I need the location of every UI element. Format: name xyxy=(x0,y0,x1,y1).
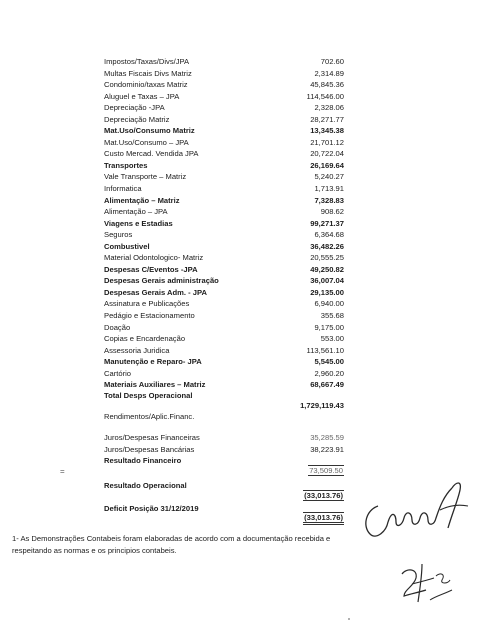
table-row xyxy=(104,137,344,149)
resultado-operacional-value: (33,013.76) xyxy=(304,491,343,500)
row-value: 702.60 xyxy=(320,57,344,66)
row-value: 2,314.89 xyxy=(314,68,344,78)
table-row xyxy=(104,148,344,160)
table-row xyxy=(104,79,344,91)
row-label: Manutenção e Reparo- JPA xyxy=(104,357,202,367)
row-value: 6,940.00 xyxy=(314,299,344,309)
total-desps-label: Total Desps Operacional xyxy=(104,391,193,400)
table-row xyxy=(104,345,344,357)
row-label: Despesas Gerais Adm. - JPA xyxy=(104,287,207,297)
row-label: Impostos/Taxas/Divs/JPA xyxy=(104,57,190,66)
row-label: Mat.Uso/Consumo – JPA xyxy=(104,137,189,147)
table-row xyxy=(104,368,344,380)
row-label: Despesas Gerais administração xyxy=(104,276,219,286)
row-label: Cartório xyxy=(104,368,132,378)
row-label: Alimentação – JPA xyxy=(104,207,168,217)
row-label: Multas Fiscais Divs Matriz xyxy=(104,68,192,78)
row-label: Material Odontologico- Matriz xyxy=(104,253,204,263)
juros-bancarias-label: Juros/Despesas Bancárias xyxy=(104,445,195,454)
table-row xyxy=(104,241,344,253)
row-value: 6,364.68 xyxy=(314,230,344,240)
table-row xyxy=(104,218,344,230)
row-value: 45,845.36 xyxy=(310,80,344,90)
table-row xyxy=(104,379,344,391)
row-label: Transportes xyxy=(104,160,148,170)
row-value: 1,713.91 xyxy=(314,184,344,194)
row-value: 114,546.00 xyxy=(306,91,344,101)
row-value: 553.00 xyxy=(320,334,344,344)
equals-marker: = xyxy=(60,467,65,476)
initials-drawing xyxy=(396,560,466,614)
row-value: 113,561.10 xyxy=(306,345,344,355)
row-label: Copias e Encardenação xyxy=(104,334,186,344)
table-row xyxy=(104,171,344,183)
table-row xyxy=(104,264,344,276)
deficit-value: (33,013.76) xyxy=(262,513,344,522)
row-value: 13,345.38 xyxy=(310,126,344,136)
row-label: Custo Mercad. Vendida JPA xyxy=(104,149,199,159)
scan-speck xyxy=(348,618,350,620)
row-label: Mat.Uso/Consumo Matriz xyxy=(104,126,195,136)
expense-table xyxy=(104,56,344,391)
footnote: 1- As Demonstrações Contabeis foram elaboradas de acordo com a documentação recebida e respeitando as normas e os principios contabeis. xyxy=(12,534,331,555)
table-row xyxy=(104,114,344,126)
row-value: 29,135.00 xyxy=(310,287,344,297)
row-value: 36,482.26 xyxy=(310,241,344,251)
row-label: Pedágio e Estacionamento xyxy=(104,311,195,321)
deficit-label: Deficit Posição 31/12/2019 xyxy=(104,504,199,513)
table-row xyxy=(104,102,344,114)
resultado-operacional-label: Resultado Operacional xyxy=(104,481,187,490)
row-value: 99,271.37 xyxy=(310,218,344,228)
table-row xyxy=(104,229,344,241)
table-row xyxy=(104,160,344,172)
row-label: Combustivel xyxy=(104,241,150,251)
table-row xyxy=(104,333,344,345)
row-label: Alimentação – Matriz xyxy=(104,195,180,205)
table-row xyxy=(104,356,344,368)
row-value: 2,960.20 xyxy=(314,368,344,378)
signature-drawing xyxy=(356,470,481,542)
row-value: 36,007.04 xyxy=(310,276,344,286)
row-value: 28,271.77 xyxy=(310,114,344,124)
row-value: 7,328.83 xyxy=(314,195,344,205)
juros-bancarias-value: 38,223.91 xyxy=(310,445,344,454)
table-row xyxy=(104,322,344,334)
row-value: 20,555.25 xyxy=(310,253,344,263)
row-value: 49,250.82 xyxy=(310,264,344,274)
table-row xyxy=(104,310,344,322)
total-desps-value: 1,729,119.43 xyxy=(300,401,344,410)
row-value: 68,667.49 xyxy=(310,380,344,390)
row-label: Assinatura e Publicações xyxy=(104,299,190,309)
resultado-financeiro-value: 73,509.50 xyxy=(309,466,343,475)
resultado-financeiro-label: Resultado Financeiro xyxy=(104,456,182,465)
table-row xyxy=(104,68,344,80)
row-value: 5,240.27 xyxy=(314,172,344,182)
row-value: 9,175.00 xyxy=(314,322,344,332)
row-label: Materiais Auxiliares – Matriz xyxy=(104,380,206,390)
row-label: Informatica xyxy=(104,184,142,194)
row-label: Seguros xyxy=(104,230,133,240)
row-label: Viagens e Estadias xyxy=(104,218,173,228)
row-label: Despesas C/Eventos -JPA xyxy=(104,264,198,274)
row-value: 908.62 xyxy=(320,207,344,217)
table-row xyxy=(104,56,344,68)
juros-financeiras-label: Juros/Despesas Financeiras xyxy=(104,433,200,442)
row-label: Condominio/taxas Matriz xyxy=(104,80,188,90)
table-row xyxy=(104,91,344,103)
table-row xyxy=(104,275,344,287)
row-label: Vale Transporte – Matriz xyxy=(104,172,187,182)
row-label: Depreciação -JPA xyxy=(104,103,165,113)
row-label: Depreciação Matriz xyxy=(104,114,170,124)
table-row xyxy=(104,183,344,195)
row-label: Aluguel e Taxas – JPA xyxy=(104,91,180,101)
row-value: 21,701.12 xyxy=(310,137,344,147)
juros-financeiras-value: 35,285.59 xyxy=(310,433,344,442)
row-value: 5,545.00 xyxy=(314,357,344,367)
row-value: 355.68 xyxy=(320,311,344,321)
table-row xyxy=(104,125,344,137)
table-row xyxy=(104,195,344,207)
table-row xyxy=(104,206,344,218)
row-label: Doação xyxy=(104,322,131,332)
row-value: 26,169.64 xyxy=(310,160,344,170)
table-row xyxy=(104,287,344,299)
row-value: 2,328.06 xyxy=(314,103,344,113)
rendimentos-label: Rendimentos/Aplic.Financ. xyxy=(104,412,195,421)
row-label: Assessoria Juridica xyxy=(104,345,170,355)
row-value: 20,722.04 xyxy=(310,149,344,159)
table-row xyxy=(104,298,344,310)
table-row xyxy=(104,252,344,264)
